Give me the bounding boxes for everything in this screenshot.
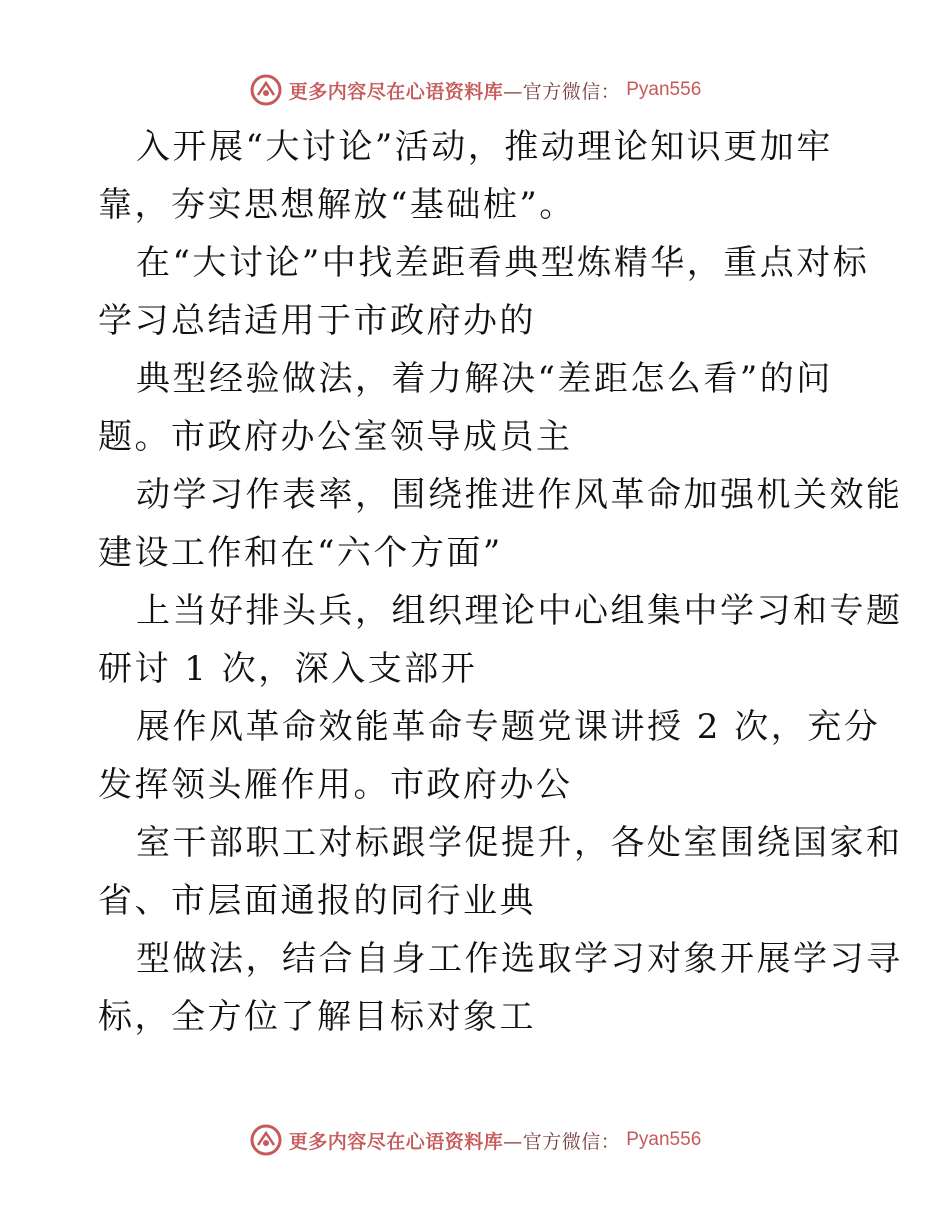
- banner-text: 更多内容尽在心语资料库—官方微信：: [288, 80, 621, 103]
- text-line: 靠，夯实思想解放“基础桩”。: [98, 185, 576, 225]
- text-line: 入开展“大讨论”活动，推动理论知识更加牢: [136, 127, 833, 167]
- text-line: 省、市层面通报的同行业典: [98, 881, 536, 921]
- text-line: 在“大讨论”中找差距看典型炼精华，重点对标: [136, 243, 870, 283]
- text-line: 型做法，结合自身工作选取学习对象开展学习寻: [136, 939, 903, 979]
- logo-icon: [249, 73, 283, 107]
- text-line: 典型经验做法，着力解决“差距怎么看”的问: [136, 359, 833, 399]
- text-line: 标，全方位了解目标对象工: [98, 997, 536, 1037]
- header-banner: [0, 70, 950, 110]
- text-line: 研讨 1 次，深入支部开: [98, 649, 478, 689]
- text-line: 动学习作表率，围绕推进作风革命加强机关效能: [136, 475, 903, 515]
- text-line: 上当好排头兵，组织理论中心组集中学习和专题: [136, 591, 903, 631]
- text-line: 题。市政府办公室领导成员主: [98, 417, 573, 457]
- banner-text: 更多内容尽在心语资料库—官方微信：: [288, 1130, 621, 1153]
- document-body: [98, 118, 903, 1046]
- logo-icon: [249, 1123, 283, 1157]
- banner-wechat-id: Pyan556: [626, 79, 702, 100]
- text-line: 展作风革命效能革命专题党课讲授 2 次，充分: [136, 707, 881, 747]
- banner-wechat-id: Pyan556: [626, 1129, 702, 1150]
- text-line: 室干部职工对标跟学促提升，各处室围绕国家和: [136, 823, 903, 863]
- text-line: 建设工作和在“六个方面”: [98, 533, 503, 573]
- text-line: 发挥领头雁作用。市政府办公: [98, 765, 573, 805]
- text-line: 学习总结适用于市政府办的: [98, 301, 536, 341]
- footer-banner: [0, 1120, 950, 1160]
